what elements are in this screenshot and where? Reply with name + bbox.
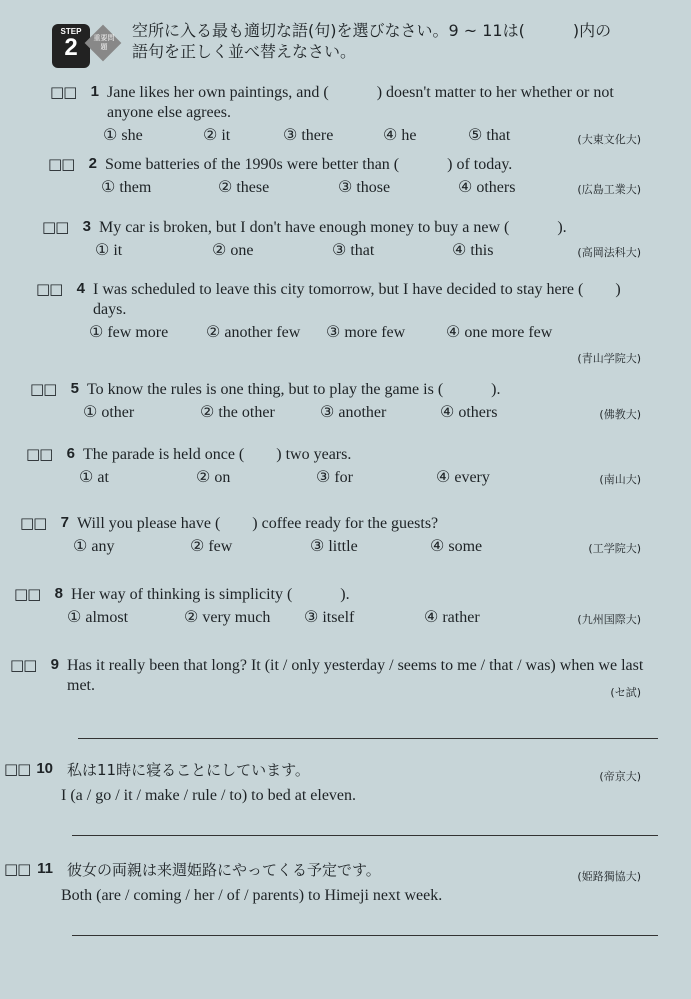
choice-option[interactable]: ① almost bbox=[67, 609, 129, 626]
answer-checkbox[interactable]: □□ bbox=[36, 280, 63, 298]
question-number: 1 bbox=[90, 83, 99, 100]
question-japanese: 彼女の両親は来週姫路にやってくる予定です。 bbox=[67, 861, 381, 879]
source-label: (青山学院大) bbox=[577, 352, 641, 365]
question-item bbox=[0, 280, 691, 380]
choice-option[interactable]: ④ others bbox=[440, 404, 498, 421]
source-label: (広島工業大) bbox=[577, 183, 641, 196]
source-label: (九州国際大) bbox=[577, 613, 641, 626]
step-label: STEP bbox=[60, 27, 82, 36]
question-text: Some batteries of the 1990s were better than ( ) of today. bbox=[105, 156, 513, 173]
question-number: 9 bbox=[50, 656, 59, 673]
answer-line[interactable] bbox=[72, 935, 658, 936]
choice-list bbox=[89, 322, 552, 342]
choice-list bbox=[95, 240, 493, 260]
source-label: (南山大) bbox=[599, 473, 641, 486]
choice-list bbox=[79, 467, 490, 487]
source-label: (佛教大) bbox=[599, 408, 641, 421]
answer-checkbox[interactable]: □□ bbox=[26, 445, 53, 463]
answer-checkbox[interactable]: □□ bbox=[4, 860, 31, 878]
choice-option[interactable]: ④ rather bbox=[424, 609, 480, 626]
importance-badge: 重要問題 bbox=[93, 34, 115, 51]
answer-checkbox[interactable]: □□ bbox=[30, 380, 57, 398]
answer-checkbox[interactable]: □□ bbox=[48, 155, 75, 173]
choice-list bbox=[83, 402, 497, 422]
choice-list bbox=[103, 125, 510, 145]
step-number: 2 bbox=[64, 34, 78, 61]
question-item bbox=[0, 760, 691, 860]
choice-list bbox=[67, 607, 480, 627]
source-label: (工学院大) bbox=[588, 542, 641, 555]
choice-option[interactable]: ① them bbox=[101, 179, 152, 196]
source-label: (大東文化大) bbox=[577, 133, 641, 146]
question-number: 5 bbox=[70, 380, 79, 397]
question-number: 2 bbox=[88, 155, 97, 172]
source-label: (帝京大) bbox=[599, 770, 641, 783]
choice-option[interactable]: ② on bbox=[196, 469, 231, 486]
question-number: 11 bbox=[37, 860, 53, 877]
choice-list bbox=[73, 536, 482, 556]
answer-line[interactable] bbox=[72, 835, 658, 836]
choice-option[interactable]: ④ this bbox=[452, 242, 494, 259]
question-text: Has it really been that long? It (it / only yesterday / seems to me / that / was) when we last met. bbox=[67, 657, 644, 694]
answer-checkbox[interactable]: □□ bbox=[42, 218, 69, 236]
question-number: 10 bbox=[36, 760, 53, 777]
question-text: I (a / go / it / make / rule / to) to bed at eleven. bbox=[61, 787, 357, 804]
choice-option[interactable]: ② very much bbox=[184, 609, 271, 626]
question-item bbox=[0, 656, 691, 756]
choice-option[interactable]: ⑤ that bbox=[468, 127, 511, 144]
choice-option[interactable]: ④ he bbox=[383, 127, 417, 144]
instructions bbox=[132, 20, 652, 62]
choice-option[interactable]: ② one bbox=[212, 242, 254, 259]
choice-option[interactable]: ② another few bbox=[206, 324, 301, 341]
question-text: My car is broken, but I don't have enough money to buy a new ( ). bbox=[99, 219, 567, 236]
question-text: Her way of thinking is simplicity ( ). bbox=[71, 586, 350, 603]
question-number: 7 bbox=[60, 514, 69, 531]
choice-option[interactable]: ③ there bbox=[283, 127, 334, 144]
choice-option[interactable]: ③ those bbox=[338, 179, 391, 196]
question-japanese: 私は11時に寝ることにしています。 bbox=[67, 761, 310, 779]
question-number: 3 bbox=[82, 218, 91, 235]
choice-option[interactable]: ① any bbox=[73, 538, 115, 555]
question-text: I was scheduled to leave this city tomorrow, but I have decided to stay here ( ) days. bbox=[93, 281, 621, 318]
choice-option[interactable]: ③ itself bbox=[304, 609, 355, 626]
choice-option[interactable]: ④ some bbox=[430, 538, 483, 555]
source-label: (高岡法科大) bbox=[577, 246, 641, 259]
choice-option[interactable]: ③ more few bbox=[326, 324, 406, 341]
choice-option[interactable]: ③ another bbox=[320, 404, 387, 421]
choice-option[interactable]: ③ that bbox=[332, 242, 375, 259]
step-badge bbox=[52, 24, 90, 68]
choice-option[interactable]: ④ one more few bbox=[446, 324, 553, 341]
choice-option[interactable]: ② these bbox=[218, 179, 270, 196]
question-number: 4 bbox=[76, 280, 85, 297]
question-text: Both (are / coming / her / of / parents) to Himeji next week. bbox=[61, 887, 443, 904]
answer-checkbox[interactable]: □□ bbox=[20, 514, 47, 532]
choice-option[interactable]: ① she bbox=[103, 127, 143, 144]
answer-checkbox[interactable]: □□ bbox=[4, 760, 31, 778]
instruction-line-2: 語句を正しく並べ替えなさい。 bbox=[132, 42, 357, 61]
answer-line[interactable] bbox=[78, 738, 658, 739]
question-item bbox=[0, 860, 691, 960]
choice-option[interactable]: ③ little bbox=[310, 538, 358, 555]
answer-checkbox[interactable]: □□ bbox=[14, 585, 41, 603]
choice-option[interactable]: ① it bbox=[95, 242, 123, 259]
choice-option[interactable]: ① few more bbox=[89, 324, 169, 341]
answer-checkbox[interactable]: □□ bbox=[50, 83, 77, 101]
choice-option[interactable]: ② the other bbox=[200, 404, 275, 421]
choice-option[interactable]: ① other bbox=[83, 404, 135, 421]
instruction-line-1: 空所に入る最も適切な語(句)を選びなさい。9 ~ 11は( )内の bbox=[132, 21, 612, 40]
question-text: Will you please have ( ) coffee ready for the guests? bbox=[77, 515, 439, 532]
question-text: The parade is held once ( ) two years. bbox=[83, 446, 352, 463]
question-text: Jane likes her own paintings, and ( ) doesn't matter to her whether or not anyone else agrees. bbox=[107, 84, 614, 121]
source-label: (姫路獨協大) bbox=[577, 870, 641, 883]
choice-option[interactable]: ③ for bbox=[316, 469, 353, 486]
choice-option[interactable]: ② it bbox=[203, 127, 231, 144]
question-number: 6 bbox=[66, 445, 75, 462]
answer-checkbox[interactable]: □□ bbox=[10, 656, 37, 674]
question-number: 8 bbox=[54, 585, 63, 602]
choice-option[interactable]: ④ every bbox=[436, 469, 490, 486]
section-header bbox=[52, 20, 672, 80]
question-text: To know the rules is one thing, but to play the game is ( ). bbox=[87, 381, 501, 398]
choice-option[interactable]: ① at bbox=[79, 469, 109, 486]
choice-option[interactable]: ② few bbox=[190, 538, 233, 555]
choice-list bbox=[101, 177, 515, 197]
choice-option[interactable]: ④ others bbox=[458, 179, 516, 196]
source-label: (セ試) bbox=[610, 686, 641, 699]
